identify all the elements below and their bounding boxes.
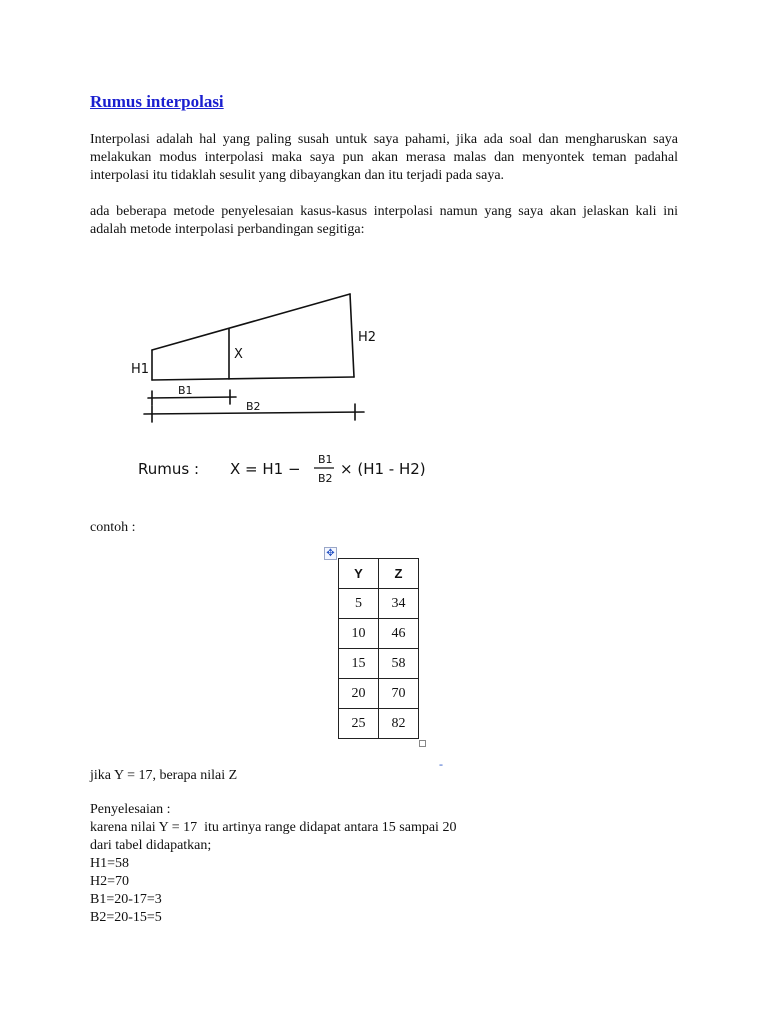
page-title[interactable]: Rumus interpolasi — [90, 92, 224, 111]
x-label: X — [234, 347, 243, 362]
example-label: contoh : — [90, 520, 136, 535]
table-row — [339, 589, 419, 619]
table-row — [339, 679, 419, 709]
h2-label: H2 — [358, 330, 377, 345]
header-y: Y — [339, 559, 379, 589]
solution-block — [90, 801, 456, 927]
formula-numerator: B1 — [318, 453, 333, 466]
table-cell: 15 — [339, 649, 379, 679]
table-cell: 10 — [339, 619, 379, 649]
table-header-row — [339, 559, 419, 589]
formula-lhs: X = H1 − — [230, 460, 301, 478]
b1-label: B1 — [178, 384, 193, 397]
solution-line: H1=58 — [90, 856, 130, 871]
h1-label: H1 — [131, 362, 150, 377]
resize-handle-icon[interactable] — [419, 740, 426, 747]
table-row — [339, 709, 419, 739]
solution-line: Penyelesaian : — [90, 802, 171, 817]
table-cell: 58 — [379, 649, 419, 679]
b2-label: B2 — [246, 400, 261, 413]
table-cell: 46 — [379, 619, 419, 649]
formula-denominator: B2 — [318, 472, 333, 485]
solution-line: karena nilai Y = 17 itu artinya range didapat antara 15 sampai 20 — [90, 820, 457, 835]
formula-rhs: × (H1 - H2) — [340, 460, 426, 478]
interpolation-sketch — [128, 255, 448, 495]
cursor-mark-icon: - — [439, 757, 443, 771]
header-z: Z — [379, 559, 419, 589]
solution-line: B1=20-17=3 — [90, 892, 162, 907]
solution-line: dari tabel didapatkan; — [90, 838, 212, 853]
move-icon[interactable]: ✥ — [324, 547, 337, 560]
method-paragraph: ada beberapa metode penyelesaian kasus-kasus interpolasi namun yang saya akan jelaskan kali ini adalah metode interpolasi perbandingan segitiga: — [90, 204, 678, 237]
formula-prefix: Rumus : — [138, 460, 200, 478]
data-table — [338, 558, 419, 739]
table-row — [339, 619, 419, 649]
solution-line: B2=20-15=5 — [90, 910, 162, 925]
table-cell: 34 — [379, 589, 419, 619]
question-text: jika Y = 17, berapa nilai Z — [90, 768, 238, 783]
table-cell: 82 — [379, 709, 419, 739]
intro-paragraph: Interpolasi adalah hal yang paling susah untuk saya pahami, jika ada soal dan mengharuskan saya melakukan modus interpolasi maka saya pun akan merasa malas dan menyontek teman padahal interpolasi itu tidaklah sesulit yang dibayangkan dan itu terjadi pada saya. — [90, 132, 678, 183]
table-row — [339, 649, 419, 679]
table-cell: 5 — [339, 589, 379, 619]
table-cell: 25 — [339, 709, 379, 739]
table-cell: 70 — [379, 679, 419, 709]
table-cell: 20 — [339, 679, 379, 709]
solution-line: H2=70 — [90, 874, 130, 889]
